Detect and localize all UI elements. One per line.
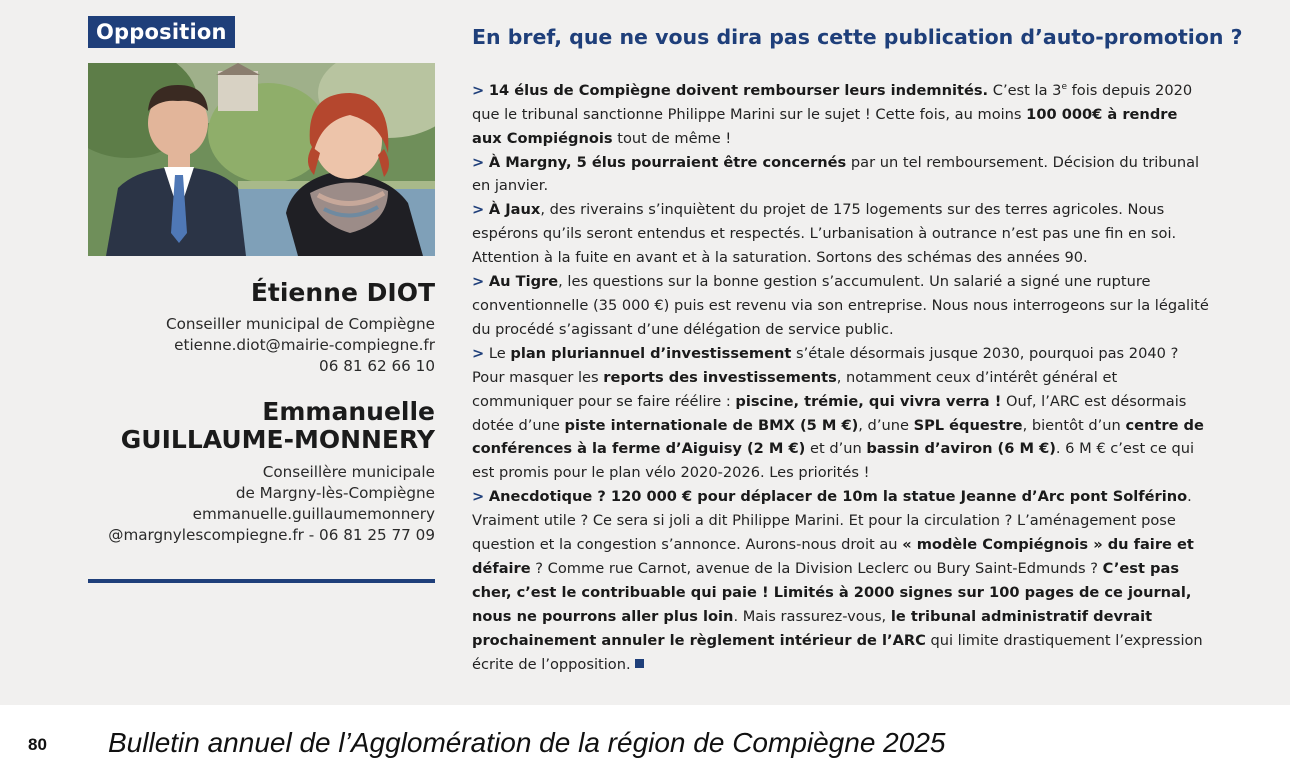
emphasis-text: « modèle Compiégnois » du faire et défaire — [472, 536, 1194, 577]
body-text: . 6 M € c’est ce qui est promis pour le plan vélo 2020-2026. Les priorités ! — [472, 440, 1195, 482]
body-text: , les questions sur la bonne gestion s’accumulent. Un salarié a signé une rupture conventionnelle (35 000 €) puis est revenu via son entreprise. Nous nous interrogeons sur la légalité du procédé s’agissant d’une délégation de service public. — [472, 273, 1209, 338]
body-text: Le — [488, 344, 511, 362]
emphasis-text: piscine, trémie, qui vivra verra ! — [735, 392, 1002, 410]
emphasis-text: 14 élus de Compiègne doivent rembourser leurs indemnités. — [488, 81, 989, 99]
section-tag: Opposition — [88, 16, 235, 48]
arrow-marker: > — [472, 81, 485, 99]
person-last-name: GUILLAUME-MONNERY — [120, 425, 435, 454]
arrow-marker: > — [472, 153, 485, 171]
emphasis-text: Anecdotique ? 120 000 € pour déplacer de 10m la statue Jeanne d’Arc pont Solférino — [488, 488, 1188, 506]
person-emmanuelle-guillaume-monnery — [108, 398, 435, 546]
body-text: , des riverains s’inquiètent du projet de 175 logements sur des terres agricoles. Nous espérons qu’ils seront entendus et respectés. L’urbanisation à outrance n’est pas une fin en soi. Attention à la fuite en avant et à la saturation. Sortons des schémas des années 90. — [472, 201, 1177, 267]
article-paragraph — [472, 270, 1212, 342]
emphasis-text: Au Tigre — [488, 273, 559, 291]
article-paragraph — [472, 151, 1212, 199]
body-text: tout de même ! — [612, 129, 732, 147]
body-text: , d’une — [858, 416, 914, 434]
body-text: et d’un — [805, 440, 867, 458]
arrow-marker: > — [472, 488, 485, 506]
arrow-marker: > — [472, 273, 485, 291]
person-first-name: Emmanuelle — [262, 397, 435, 426]
emphasis-text: SPL équestre — [913, 416, 1023, 434]
article-paragraph — [472, 198, 1212, 270]
arrow-marker: > — [472, 344, 485, 362]
end-mark — [635, 659, 644, 668]
emphasis-text: 100 000€ à rendre aux Compiégnois — [472, 105, 1178, 147]
emphasis-text: piste internationale de BMX (5 M €) — [564, 416, 859, 434]
person-email: emmanuelle.guillaumemonnery — [192, 505, 435, 523]
body-text: , notamment ceux d’intérêt général et communiquer pour se faire réélire : — [472, 368, 1118, 410]
footer-title: Bulletin annuel de l’Agglomération de la région de Compiègne 2025 — [108, 727, 946, 758]
article-paragraph — [472, 485, 1212, 676]
person-name: Étienne DIOT — [250, 278, 435, 307]
person-etienne-diot — [166, 279, 435, 377]
person-name — [108, 398, 435, 454]
body-text: qui limite drastiquement l’expression écrite de l’opposition. — [472, 631, 1203, 673]
article-heading: En bref, que ne vous dira pas cette publication d’auto-promotion ? — [472, 25, 1243, 49]
person-email-domain-phone: @margnylescompiegne.fr - 06 81 25 77 09 — [108, 526, 435, 544]
page-number: 80 — [28, 735, 47, 754]
body-text: ? Comme rue Carnot, avenue de la Division Leclerc ou Bury Saint-Edmunds ? — [530, 559, 1103, 577]
body-text: C’est la 3 — [988, 81, 1062, 99]
person-title: Conseillère municipale — [262, 463, 435, 481]
article-body — [472, 76, 1212, 677]
person-details — [166, 314, 435, 377]
emphasis-text: plan pluriannuel d’investissement — [510, 344, 792, 362]
body-text: . Mais rassurez-vous, — [733, 607, 891, 625]
emphasis-text: reports des investissements — [603, 368, 837, 386]
emphasis-text: À Margny, 5 élus pourraient être concernés — [488, 153, 847, 171]
arrow-marker: > — [472, 201, 485, 219]
article-paragraph — [472, 76, 1212, 151]
emphasis-text: À Jaux — [488, 201, 541, 219]
emphasis-text: bassin d’aviron (6 M €) — [866, 440, 1056, 458]
body-text: s’étale désormais jusque 2030, pourquoi pas 2040 ? Pour masquer les — [472, 344, 1179, 386]
portrait-photo — [88, 63, 435, 256]
emphasis-text: C’est pas cher, c’est le contribuable qui paie ! Limités à 2000 signes sur 100 pages de ce journal, nous ne pourrons aller plus loin — [472, 559, 1192, 625]
article-paragraph — [472, 342, 1212, 485]
emphasis-text: centre de conférences à la ferme d’Aiguisy (2 M €) — [472, 416, 1204, 458]
emphasis-text: le tribunal administratif devrait prochainement annuler le règlement intérieur de l’ARC — [472, 607, 1153, 649]
person-title: Conseiller municipal de Compiègne — [166, 315, 435, 333]
person-email: etienne.diot@mairie-compiegne.fr — [174, 336, 435, 354]
body-text: Ouf, l’ARC est désormais dotée d’une — [472, 392, 1187, 434]
body-text: , bientôt d’un — [1022, 416, 1126, 434]
body-text: . Vraiment utile ? Ce sera si joli a dit Philippe Marini. Et pour la circulation ? L’aménagement pose question et la congestion s’annonce. Aurons-nous droit au — [472, 488, 1192, 554]
person-phone: 06 81 62 66 10 — [319, 357, 435, 375]
person-title-place: de Margny-lès-Compiègne — [235, 484, 435, 502]
divider-rule — [88, 579, 435, 583]
body-text: e — [1061, 82, 1067, 92]
body-text: par un tel remboursement. Décision du tribunal en janvier. — [472, 153, 1200, 195]
body-text: fois depuis 2020 que le tribunal sanctionne Philippe Marini sur le sujet ! Cette fois, au moins — [472, 81, 1193, 123]
person-details — [108, 462, 435, 546]
